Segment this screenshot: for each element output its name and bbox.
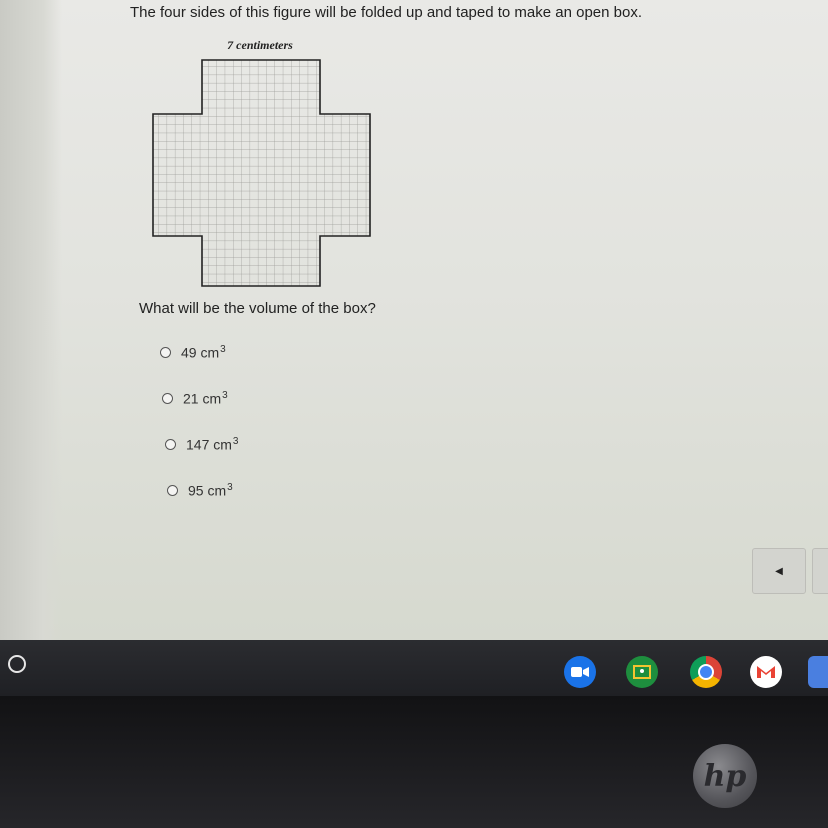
exponent: 3	[227, 482, 233, 493]
exponent: 3	[222, 390, 228, 401]
figure-label: 7 centimeters	[227, 38, 293, 52]
exponent: 3	[220, 344, 226, 355]
radio-button[interactable]	[160, 347, 171, 358]
radio-button[interactable]	[165, 439, 176, 450]
question-prompt: What will be the volume of the box?	[139, 300, 376, 317]
classroom-icon[interactable]	[626, 656, 658, 688]
gmail-icon[interactable]	[750, 656, 782, 688]
previous-button[interactable]	[752, 548, 806, 594]
choice-147[interactable]	[165, 436, 238, 453]
screen-edge	[0, 0, 62, 640]
choice-label: 147 cm	[186, 436, 232, 453]
cross-shape	[153, 60, 370, 286]
radio-button[interactable]	[162, 393, 173, 404]
radio-button[interactable]	[167, 485, 178, 496]
launcher-icon[interactable]	[8, 655, 26, 673]
hp-logo: hp	[693, 744, 757, 808]
exponent: 3	[232, 436, 239, 447]
arrow-left-icon: ◀	[775, 565, 783, 577]
choice-label: 49 cm	[181, 344, 220, 361]
box-net-figure	[150, 58, 374, 290]
choice-21[interactable]	[162, 390, 228, 407]
next-button[interactable]	[812, 548, 828, 594]
meet-icon[interactable]	[564, 656, 596, 688]
docs-icon[interactable]	[808, 656, 828, 688]
choice-49[interactable]	[160, 344, 226, 361]
question-text: The four sides of this figure will be folded up and taped to make an open box.	[130, 4, 642, 21]
choice-95[interactable]	[167, 482, 233, 499]
chrome-icon[interactable]	[690, 656, 722, 688]
choice-label: 95 cm	[188, 482, 227, 499]
choice-label: 21 cm	[183, 390, 222, 407]
